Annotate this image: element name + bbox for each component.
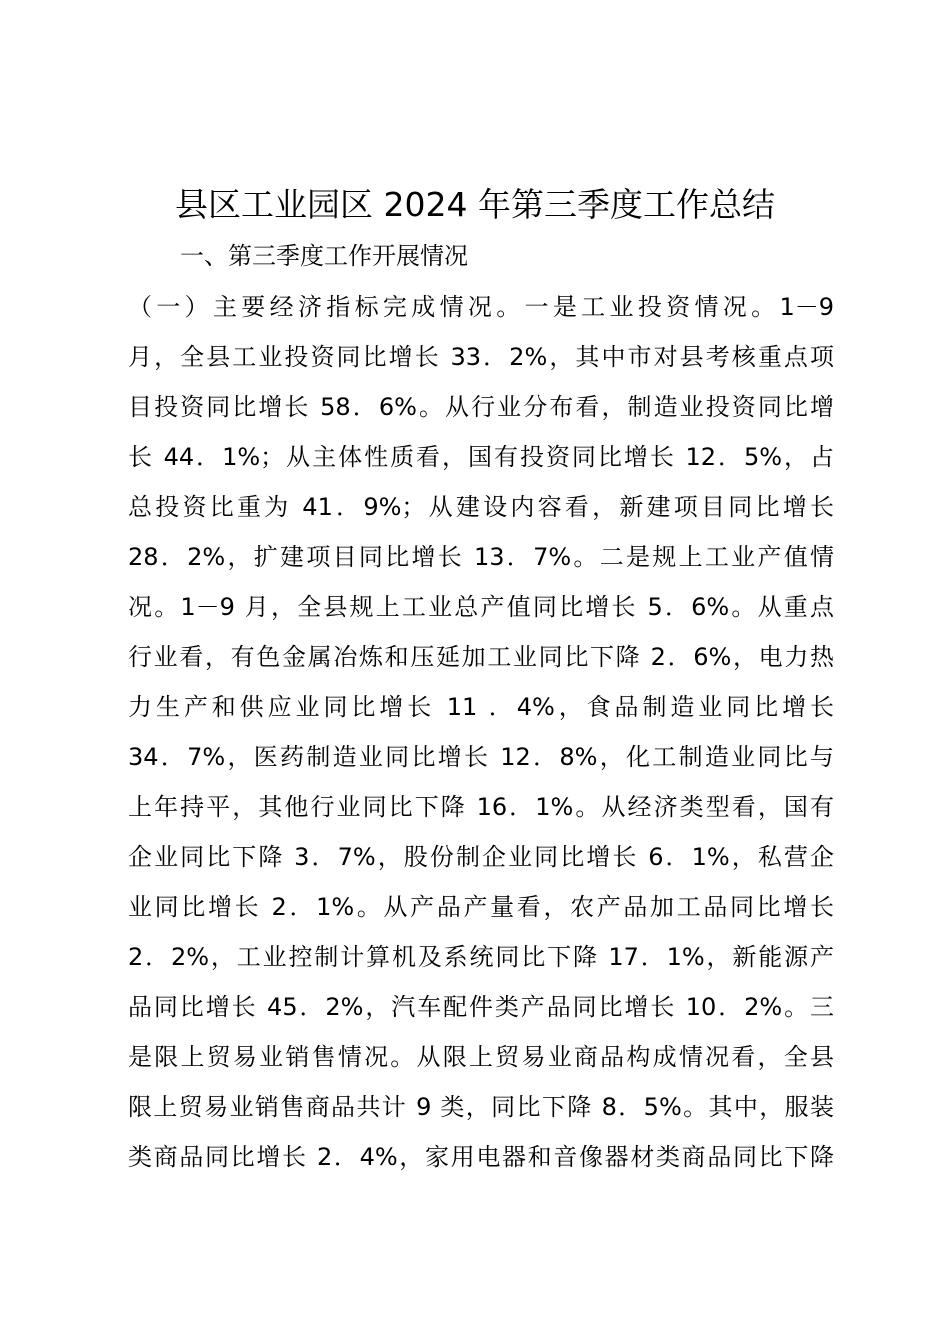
- body-line: 月，全县工业投资同比增长 33．2%，其中市对县考核重点项: [128, 343, 834, 371]
- body-line: （一）主要经济指标完成情况。一是工业投资情况。1－9: [128, 293, 834, 321]
- section-heading: 一、第三季度工作开展情况: [180, 242, 468, 270]
- body-line: 企业同比下降 3．7%，股份制企业同比增长 6．1%，私营企: [128, 843, 834, 871]
- body-line: 品同比增长 45．2%，汽车配件类产品同比增长 10．2%。三: [128, 993, 834, 1021]
- body-line: 长 44．1%；从主体性质看，国有投资同比增长 12．5%，占: [128, 443, 834, 471]
- body-line: 况。1－9 月，全县规上工业总产值同比增长 5．6%。从重点: [128, 593, 834, 621]
- body-line: 类商品同比增长 2．4%，家用电器和音像器材类商品同比下降: [128, 1143, 834, 1171]
- body-line: 业同比增长 2．1%。从产品产量看，农产品加工品同比增长: [128, 893, 834, 921]
- body-line: 34．7%，医药制造业同比增长 12．8%，化工制造业同比与: [128, 743, 834, 771]
- body-line: 上年持平，其他行业同比下降 16．1%。从经济类型看，国有: [128, 793, 834, 821]
- body-line: 行业看，有色金属冶炼和压延加工业同比下降 2．6%，电力热: [128, 643, 834, 671]
- body-line: 总投资比重为 41．9%；从建设内容看，新建项目同比增长: [128, 493, 834, 521]
- body-line: 力生产和供应业同比增长 11 ．4%，食品制造业同比增长: [128, 693, 834, 721]
- body-line: 28．2%，扩建项目同比增长 13．7%。二是规上工业产值情: [128, 543, 834, 571]
- body-line: 限上贸易业销售商品共计 9 类，同比下降 8．5%。其中，服装: [128, 1093, 834, 1121]
- body-text: [128, 282, 838, 1182]
- body-line: 目投资同比增长 58．6%。从行业分布看，制造业投资同比增: [128, 393, 834, 421]
- document-title: 县区工业园区 2024 年第三季度工作总结: [175, 185, 775, 224]
- body-line: 是限上贸易业销售情况。从限上贸易业商品构成情况看，全县: [128, 1043, 834, 1071]
- body-line: 2．2%，工业控制计算机及系统同比下降 17．1%，新能源产: [128, 943, 834, 971]
